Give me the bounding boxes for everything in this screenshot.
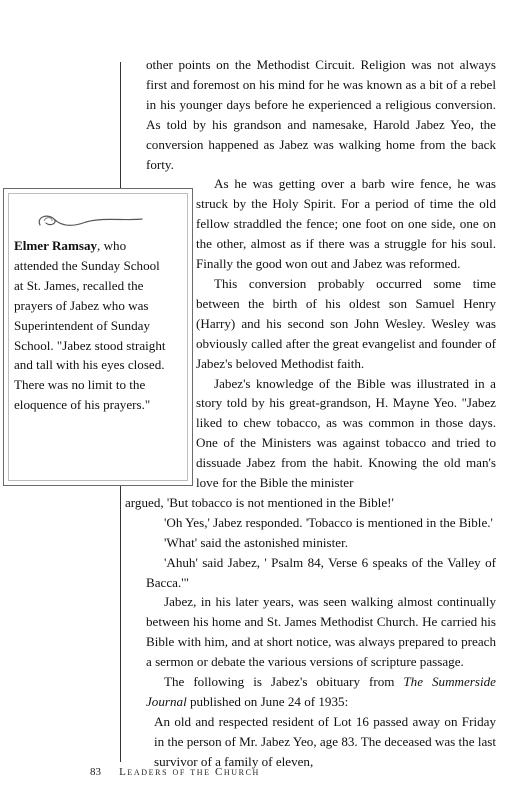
- sidebar-text: , who attended the Sunday School at St. James, recalled the prayers of Jabez who was Superintendent of Sunday School. "Jabez stood straight and tall with his eyes closed. There was no limit to the eloquence of his prayers.": [14, 238, 166, 413]
- main-text-column: [125, 55, 496, 772]
- running-title: Leaders of the Church: [119, 766, 260, 778]
- paragraph: Jabez, in his later years, was seen walking almost continually between his home and St. James Methodist Church. He carried his Bible with him, and at short notice, was always prepared to preach a sermon or debate the various versions of scripture passage.: [146, 594, 496, 670]
- paragraph: 'Ahuh' said Jabez, ' Psalm 84, Verse 6 speaks of the Valley of Bacca.'": [146, 554, 496, 590]
- paragraph: argued, 'But tobacco is not mentioned in the Bible!': [125, 494, 394, 510]
- page-footer: [90, 766, 260, 778]
- paragraph: This conversion probably occurred some time between the birth of his oldest son Samuel Henry (Harry) and his second son John Wesley. Wesley was obviously called after the great evangelist and founder of Jabez's beloved Methodist faith.: [196, 275, 496, 371]
- flourish-ornament-icon: [34, 207, 144, 235]
- sidebar-name: Elmer Ramsay: [14, 238, 98, 253]
- page-number: 83: [90, 766, 101, 778]
- sidebar-box: [3, 188, 193, 486]
- obituary-intro: [146, 672, 496, 712]
- sidebar-quote: [14, 236, 172, 415]
- intro-text: The following is Jabez's obituary from: [164, 674, 404, 690]
- intro-text: published on June 24 of 1935:: [186, 694, 349, 709]
- paragraph: Jabez's knowledge of the Bible was illustrated in a story told by his great-grandson, H. Mayne Yeo. "Jabez liked to chew tobacco, as was common in those days. One of the Ministers was against tobacco and tried to dissuade Jabez from the habit. Knowing the old man's love for the Bible the minister: [196, 375, 496, 491]
- newspaper-title: The Summerside Journal: [146, 674, 496, 709]
- obituary-quote: An old and respected resident of Lot 16 passed away on Friday in the person of Mr. Jabez Yeo, age 83. The deceased was the last survivor of a family of eleven,: [154, 713, 496, 769]
- paragraph: 'What' said the astonished minister.: [164, 534, 348, 550]
- paragraph: other points on the Methodist Circuit. Religion was not always first and foremost on his mind for he was known as a bit of a rebel in his younger days before he experienced a religious conversion. As told by his grandson and namesake, Harold Jabez Yeo, the conversion happened as Jabez was walking home from the back forty.: [146, 57, 496, 172]
- paragraph: 'Oh Yes,' Jabez responded. 'Tobacco is mentioned in the Bible.': [164, 514, 493, 530]
- paragraph: As he was getting over a barb wire fence, he was struck by the Holy Spirit. For a period of time the old fellow straddled the fence; one foot on one side, one on the other, almost as if there was a struggle for his soul. Finally the good won out and Jabez was reformed.: [196, 176, 496, 272]
